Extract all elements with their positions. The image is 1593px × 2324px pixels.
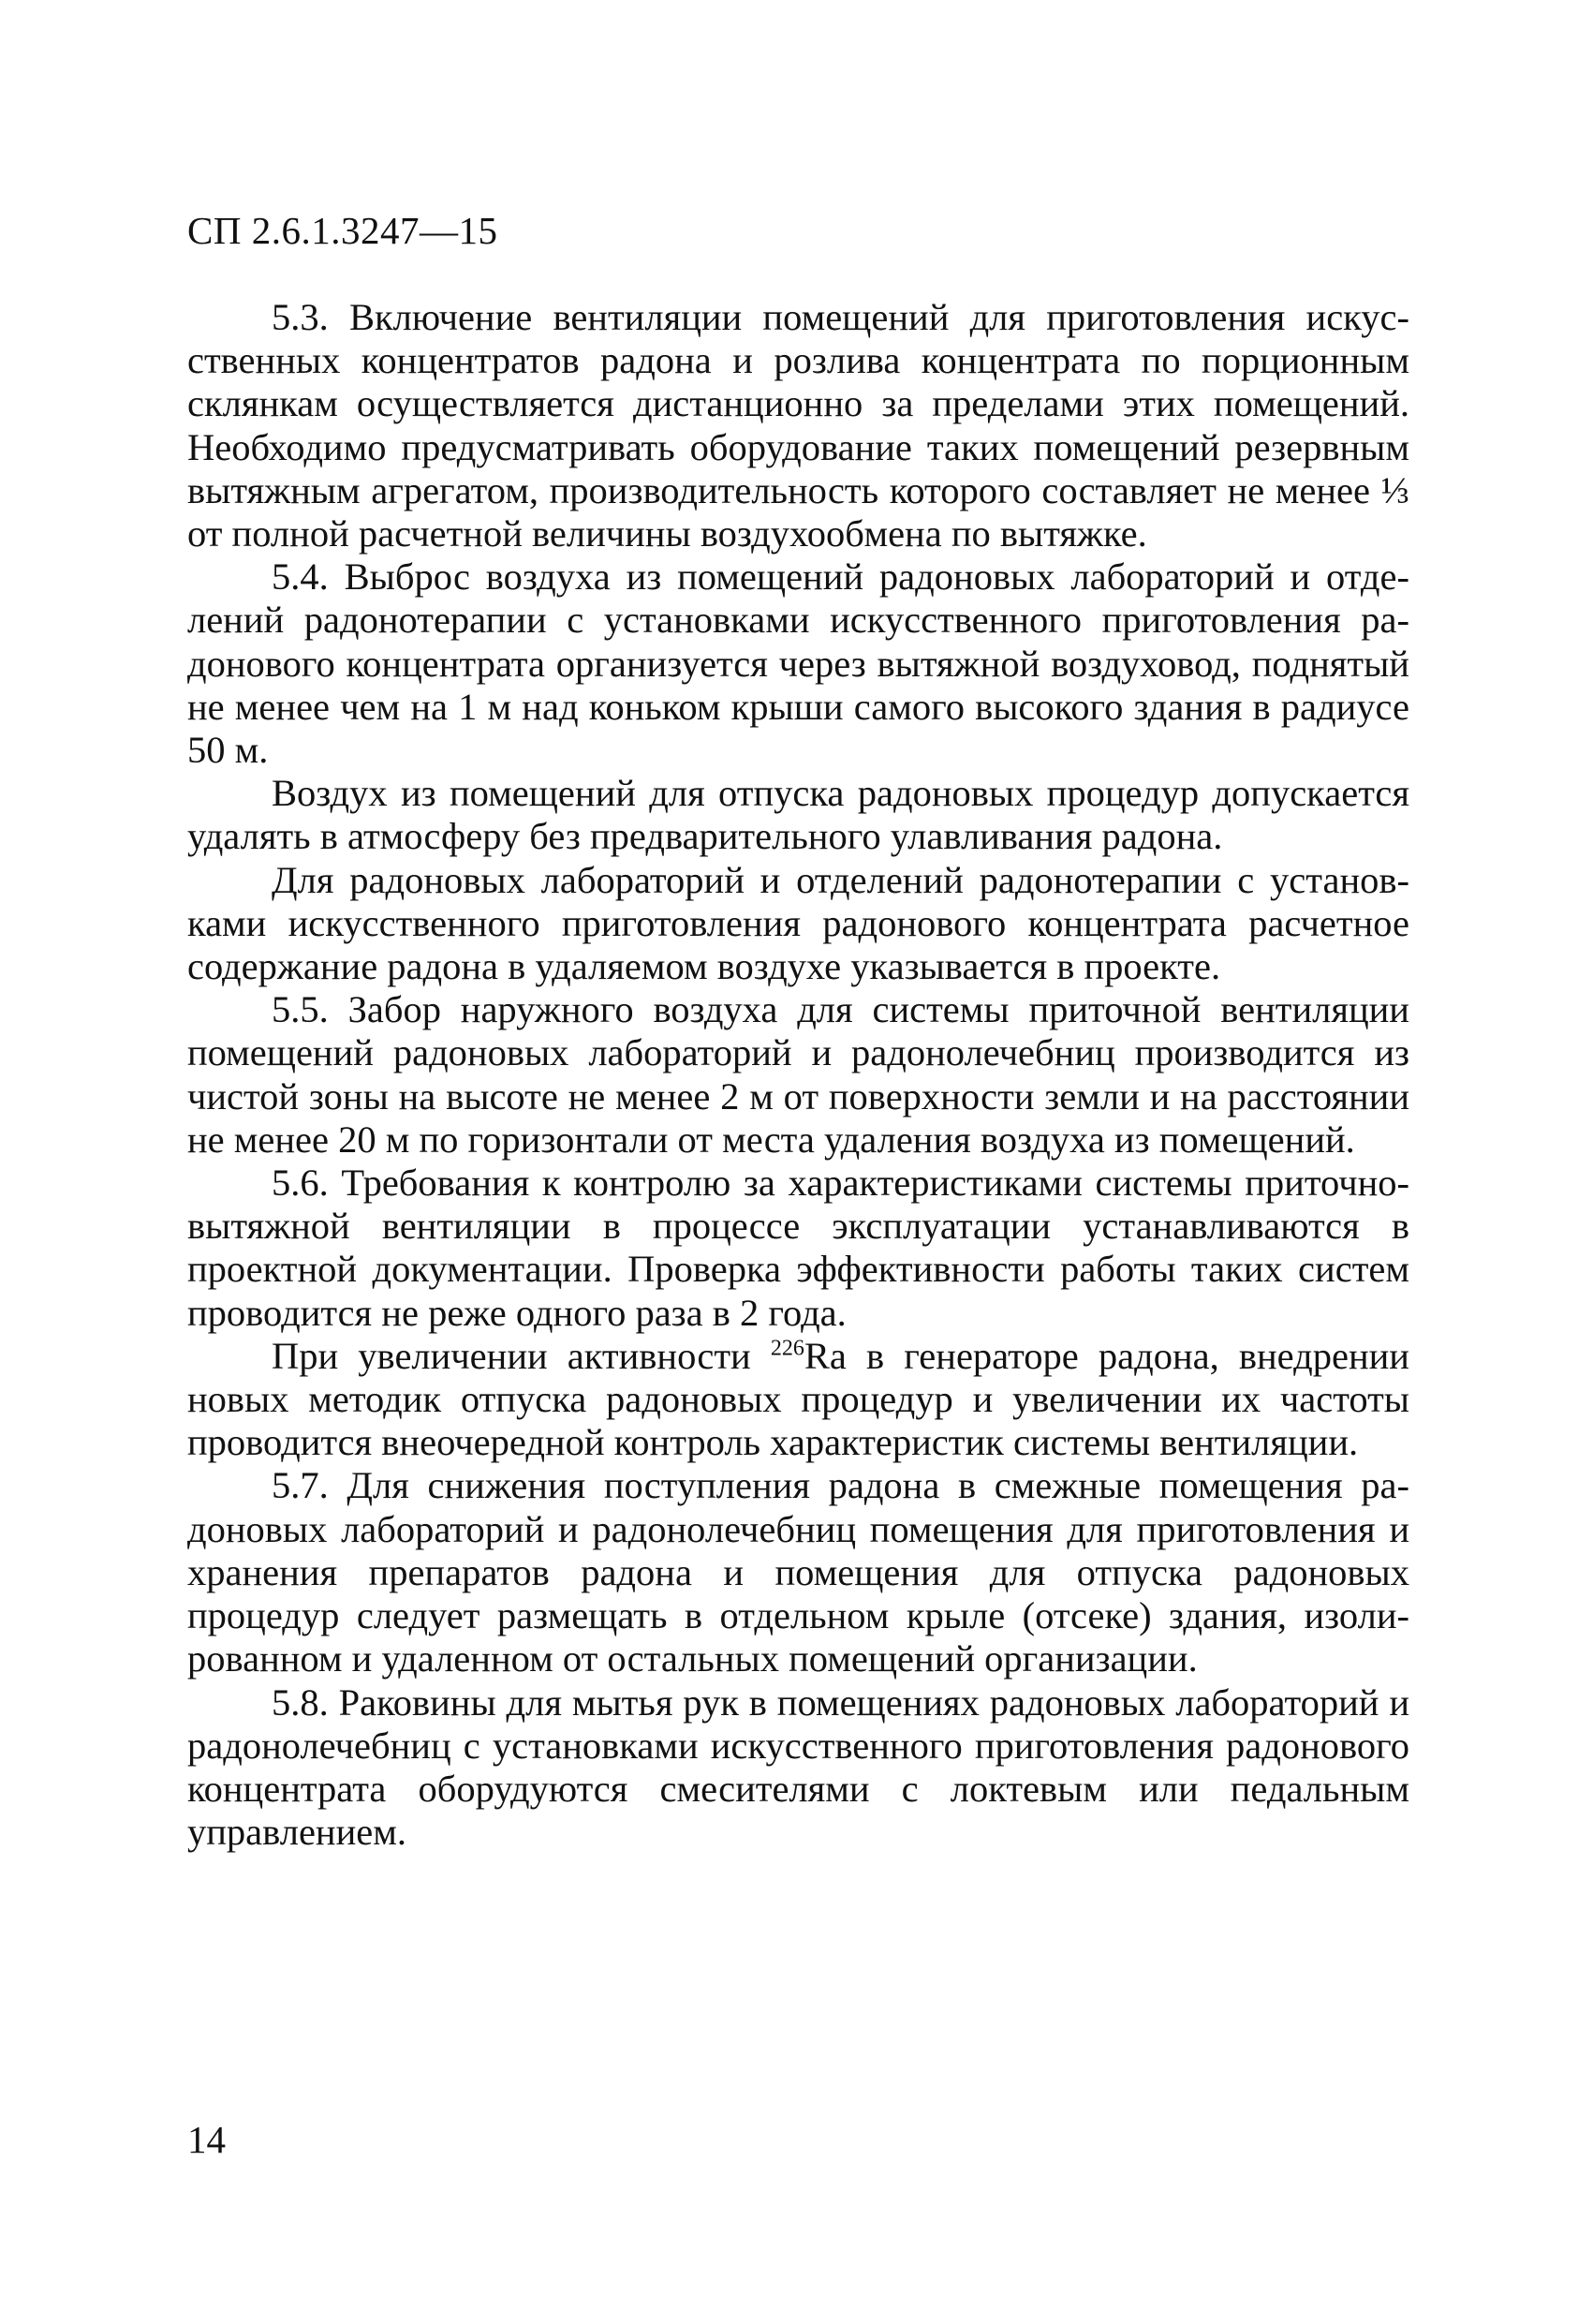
paragraph-5-4-air-release: Воздух из помещений для отпуска радоновых процедур допускается удалять в атмосферу без предварительного улавливания радона. (187, 772, 1409, 858)
page-number: 14 (187, 2118, 226, 2161)
paragraph-5-5: 5.5. Забор наружного воздуха для системы приточной вентиляции помещений радоновых лабораторий и радонолечебниц производится из чистой зоны на высоте не менее 2 м от поверхности земли и на расстоянии не менее 20 м по горизонтали от места удаления воздуха из помещений. (187, 988, 1409, 1161)
paragraph-5-6-ra226 (187, 1335, 1409, 1465)
paragraph-5-7: 5.7. Для снижения поступления радона в смежные помещения радоновых лабораторий и радонолечебниц помещения для приготовления и хранения препаратов радона и помещения для отпуска радоновых процедур следует размещать в отдельном крыле (отсеке) здания, изолированном и удаленном от остальных помещений организации. (187, 1464, 1409, 1680)
ra226-mass-number: 226 (770, 1336, 804, 1361)
paragraph-5-6: 5.6. Требования к контролю за характеристиками системы приточно-вытяжной вентиляции в процессе эксплуатации устанавливаются в проектной документации. Проверка эффективности работы таких систем проводится не реже одного раза в 2 года. (187, 1162, 1409, 1334)
ra226-text-after: Ra в генераторе радона, внедрении новых методик отпуска радоновых процедур и увеличении их частоты проводится внеочередной контроль характеристик системы вентиляции. (187, 1334, 1409, 1464)
paragraph-5-4-radon-content: Для радоновых лабораторий и отделений радонотерапии с установками искусственного приготовления радонового концентрата расчетное содержание радона в удаляемом воздухе указывается в проекте. (187, 858, 1409, 988)
paragraph-5-4: 5.4. Выброс воздуха из помещений радоновых лабораторий и отделений радонотерапии с установками искусственного приготовления радонового концентрата организуется через вытяжной воздуховод, поднятый не менее чем на 1 м над коньком крыши самого высокого здания в радиусе 50 м. (187, 555, 1409, 772)
paragraph-5-8: 5.8. Раковины для мытья рук в помещениях радоновых лабораторий и радонолечебниц с установками искусственного приготовления радонового концентрата оборудуются смесителями с локтевым или педальным управлением. (187, 1680, 1409, 1854)
paragraph-5-3: 5.3. Включение вентиляции помещений для приготовления искусственных концентратов радона и розлива концентрата по порционным склянкам осуществляется дистанционно за пределами этих помещений. Необходимо предусматривать оборудование таких помещений резервным вытяжным агрегатом, производительность которого составляет не менее ⅓ от полной расчетной величины воздухообмена по вытяжке. (187, 296, 1409, 555)
document-code-header: СП 2.6.1.3247—15 (187, 209, 498, 252)
document-body (187, 296, 1409, 1854)
ra226-text-before: При увеличении активности (272, 1334, 771, 1377)
